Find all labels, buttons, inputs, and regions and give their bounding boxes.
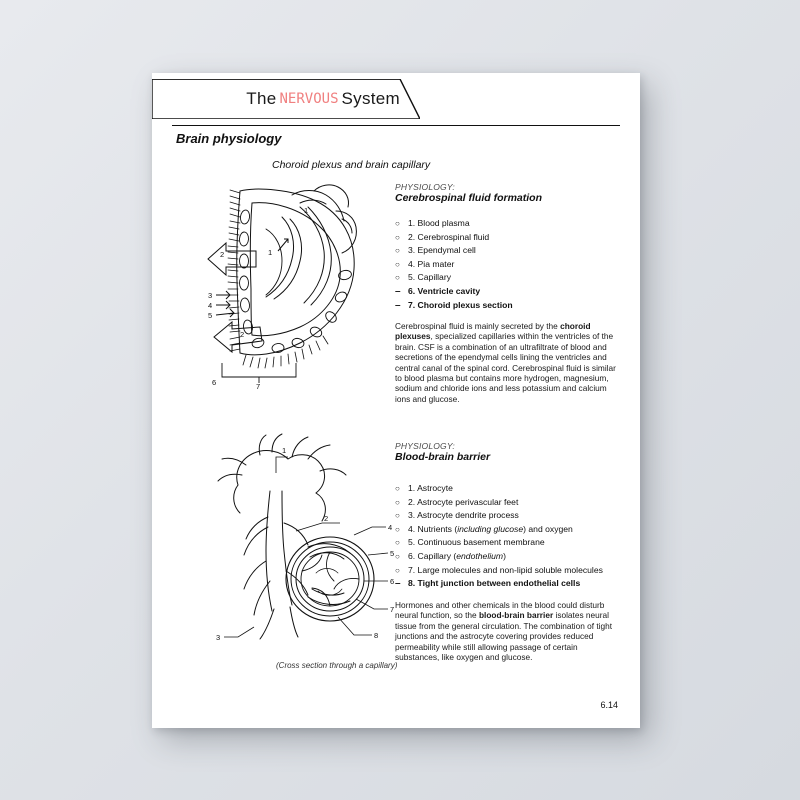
- legend-label: 4. Nutrients (including glucose) and oxygen: [408, 523, 573, 534]
- page-title-suffix: System: [341, 89, 400, 108]
- legend-marker: ○: [395, 273, 400, 283]
- section-title: Brain physiology: [176, 131, 282, 146]
- legend-marker: ○: [395, 497, 400, 507]
- paragraph-bbb: Hormones and other chemicals in the blood could disturb neural function, so the blood-brain barrier isolates neural tissue from the general circulation. The combination of tight junctions and the astrocyte covering provides reduced permeability while still allowing passage of certain substances, like oxygen and glucose.: [395, 600, 613, 663]
- subsection-title: Choroid plexus and brain capillary: [272, 159, 431, 171]
- section-divider: [172, 125, 620, 126]
- figure-choroid-plexus: [196, 177, 396, 392]
- page-header-tab: [152, 79, 420, 119]
- legend-marker: –: [395, 285, 401, 297]
- legend-marker: ○: [395, 484, 400, 493]
- legend-item[interactable]: [395, 482, 627, 496]
- svg-text:7: 7: [256, 382, 261, 391]
- legend-item[interactable]: [395, 509, 627, 523]
- svg-text:1: 1: [282, 446, 287, 455]
- legend-item[interactable]: [395, 550, 627, 564]
- bbb-illustration: [204, 431, 404, 661]
- legend-item[interactable]: [395, 231, 625, 245]
- svg-text:4: 4: [208, 301, 213, 310]
- svg-text:3: 3: [216, 633, 221, 642]
- legend-marker: ○: [395, 524, 400, 534]
- legend-item[interactable]: [395, 496, 627, 510]
- svg-text:1: 1: [268, 248, 273, 257]
- choroid-plexus-illustration: [196, 177, 396, 392]
- legend-label: 2. Cerebrospinal fluid: [408, 231, 490, 242]
- legend-marker: ○: [395, 259, 400, 269]
- legend-label: 7. Choroid plexus section: [408, 299, 513, 310]
- svg-text:3: 3: [208, 291, 213, 300]
- svg-text:5: 5: [208, 311, 213, 320]
- document-page: [152, 73, 640, 728]
- legend-label: 5. Continuous basement membrane: [408, 537, 545, 548]
- page-title: [152, 79, 410, 119]
- legend-item[interactable]: [395, 299, 625, 313]
- legend-item[interactable]: [395, 217, 625, 231]
- physiology-kicker-2: PHYSIOLOGY:: [395, 441, 455, 451]
- svg-text:2: 2: [240, 330, 245, 339]
- legend-label: 2. Astrocyte perivascular feet: [408, 496, 519, 507]
- legend-item[interactable]: [395, 577, 627, 591]
- legend-marker: ○: [395, 219, 400, 228]
- legend-label: 4. Pia mater: [408, 258, 455, 269]
- physiology-title-1: Cerebrospinal fluid formation: [395, 192, 543, 204]
- legend-csf-formation: [395, 217, 625, 312]
- legend-item[interactable]: [395, 258, 625, 272]
- svg-text:2: 2: [220, 250, 225, 259]
- legend-item[interactable]: [395, 536, 627, 550]
- svg-text:5: 5: [390, 549, 395, 558]
- legend-label: 1. Blood plasma: [408, 218, 470, 228]
- svg-text:2: 2: [324, 514, 329, 523]
- legend-label: 7. Large molecules and non-lipid soluble molecules: [408, 564, 603, 575]
- legend-marker: –: [395, 299, 401, 311]
- legend-label: 6. Capillary (endothelium): [408, 550, 506, 561]
- svg-text:7: 7: [390, 605, 395, 614]
- legend-item[interactable]: [395, 271, 625, 285]
- legend-marker: ○: [395, 511, 400, 521]
- svg-text:8: 8: [374, 631, 379, 640]
- physiology-title-2: Blood-brain barrier: [395, 451, 491, 463]
- svg-text:6: 6: [212, 378, 217, 387]
- legend-marker: ○: [395, 551, 400, 561]
- legend-marker: ○: [395, 538, 400, 548]
- page-number: 6.14: [600, 700, 618, 710]
- page-title-prefix: The: [246, 89, 277, 108]
- legend-item[interactable]: [395, 285, 625, 299]
- legend-item[interactable]: [395, 523, 627, 537]
- page-title-highlight: NERVOUS: [279, 91, 339, 107]
- legend-item[interactable]: [395, 564, 627, 578]
- svg-text:4: 4: [388, 523, 393, 532]
- legend-marker: ○: [395, 565, 400, 575]
- legend-marker: ○: [395, 232, 400, 242]
- legend-item[interactable]: [395, 244, 625, 258]
- legend-marker: –: [395, 578, 401, 590]
- figure-blood-brain-barrier: [204, 431, 404, 661]
- paragraph-csf: Cerebrospinal fluid is mainly secreted by the choroid plexuses, specialized capillaries within the ventricles of the brain. CSF is a combination of an ultrafiltrate of blood and secretions of the ependymal cells lining the ventricles and central canal of the spinal cord. Cerebrospinal fluid is similar to blood plasma but contains more hydrogen, magnesium, sodium and chloride ions and less potassium and calcium ions and glucose.: [395, 321, 616, 404]
- legend-label: 8. Tight junction between endothelial cells: [408, 578, 581, 589]
- legend-label: 3. Ependymal cell: [408, 245, 476, 256]
- legend-label: 6. Ventricle cavity: [408, 285, 481, 296]
- legend-label: 5. Capillary: [408, 272, 451, 283]
- legend-blood-brain-barrier: [395, 482, 627, 591]
- legend-label: 3. Astrocyte dendrite process: [408, 510, 519, 521]
- svg-text:6: 6: [390, 577, 395, 586]
- legend-marker: ○: [395, 246, 400, 256]
- svg-text:1: 1: [304, 206, 309, 215]
- figure-caption-capillary: (Cross section through a capillary): [276, 661, 398, 670]
- physiology-kicker-1: PHYSIOLOGY:: [395, 182, 455, 192]
- legend-label: 1. Astrocyte: [408, 483, 453, 493]
